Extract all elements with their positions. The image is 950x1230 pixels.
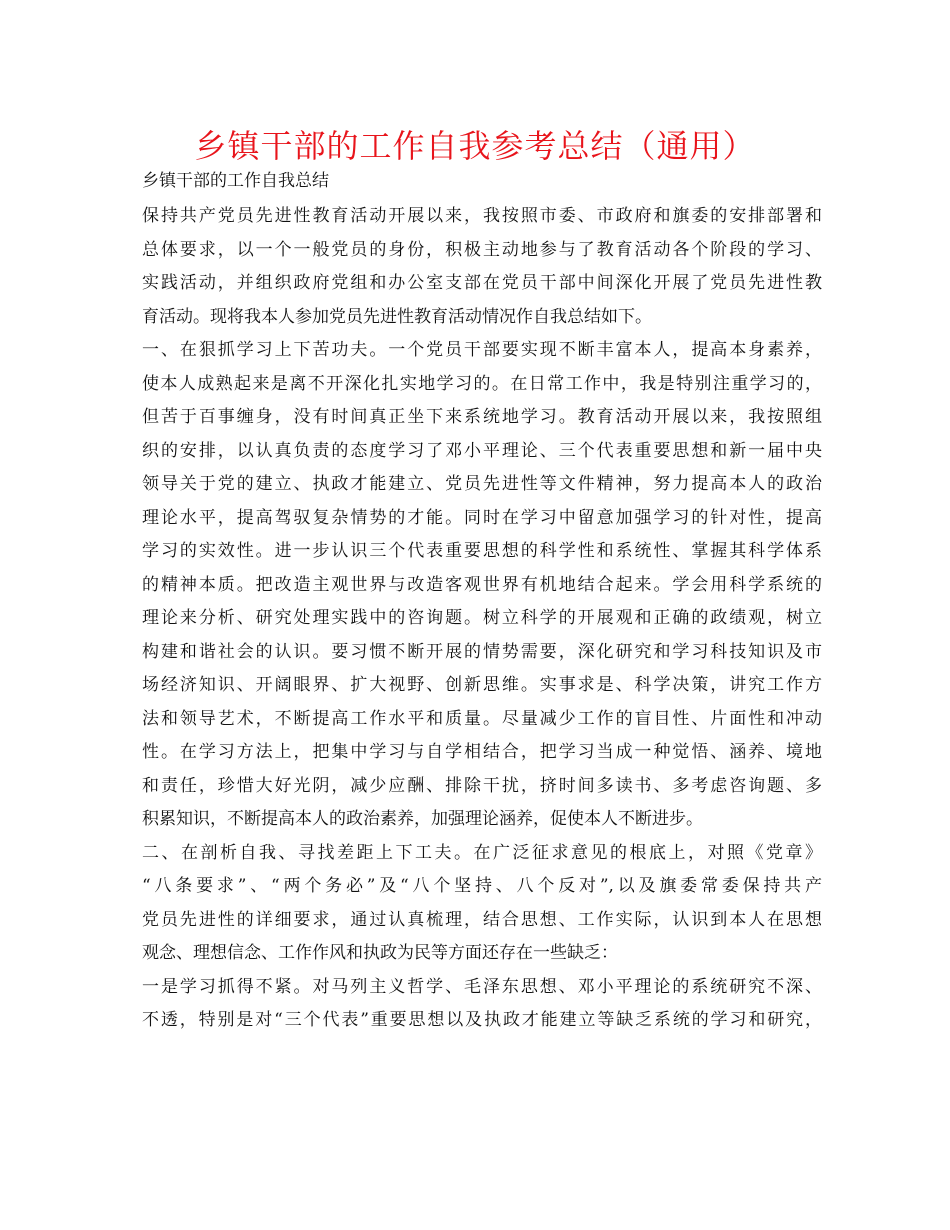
paragraph-line: 法和领导艺术，不断提高工作水平和质量。尽量减少工作的盲目性、片面性和冲动 — [142, 708, 822, 729]
paragraph-line: 学习的实效性。进一步认识三个代表重要思想的科学性和系统性、掌握其科学体系 — [142, 541, 822, 561]
paragraph-line: 织的安排，以认真负责的态度学习了邓小平理论、三个代表重要思想和新一届中央 — [142, 440, 822, 461]
paragraph-line: 不透，特别是对“三个代表”重要思想以及执政才能建立等缺乏系统的学习和研究， — [142, 1010, 822, 1030]
paragraph-line: 观念、理想信念、工作作风和执政为民等方面还存在一些缺乏： — [142, 943, 618, 963]
paragraph-line: 理论来分析、研究处理实践中的咨询题。树立科学的开展观和正确的政绩观，树立 — [142, 608, 822, 628]
paragraph-line: 总体要求，以一个一般党员的身份，积极主动地参与了教育活动各个阶段的学习、 — [142, 239, 822, 260]
paragraph-line: 党员先进性的详细要求，通过认真梳理，结合思想、工作实际，认识到本人在思想 — [142, 909, 822, 930]
paragraph-line: 积累知识，不断提高本人的政治素养，加强理论涵养，促使本人不断进步。 — [142, 809, 703, 829]
paragraph-line: 领导关于党的建立、执政才能建立、党员先进性等文件精神，努力提高本人的政治 — [142, 474, 822, 494]
paragraph-line: 使本人成熟起来是离不开深化扎实地学习的。在日常工作中，我是特别注重学习的， — [142, 373, 822, 394]
paragraph-line: 但苦于百事缠身，没有时间真正坐下来系统地学习。教育活动开展以来，我按照组 — [142, 407, 822, 427]
paragraph-line: 场经济知识、开阔眼界、扩大视野、创新思维。实事求是、科学决策，讲究工作方 — [142, 675, 822, 695]
paragraph-line: 育活动。现将我本人参加党员先进性教育活动情况作自我总结如下。 — [142, 306, 652, 327]
document-body — [142, 200, 822, 1038]
paragraph-line: 保持共产党员先进性教育活动开展以来，我按照市委、市政府和旗委的安排部署和 — [142, 206, 822, 226]
document-title: 乡镇干部的工作自我参考总结（通用） — [194, 127, 756, 165]
paragraph-line: 的精神本质。把改造主观世界与改造客观世界有机地结合起来。学会用科学系统的 — [142, 574, 822, 595]
paragraph-line: 一、在狠抓学习上下苦功夫。一个党员干部要实现不断丰富本人，提高本身素养， — [142, 340, 822, 360]
paragraph-line: 和责任，珍惜大好光阴，减少应酬、排除干扰，挤时间多读书、多考虑咨询题、多 — [142, 775, 822, 796]
paragraph-line: 二、在剖析自我、寻找差距上下工夫。在广泛征求意见的根底上，对照《党章》 — [142, 842, 822, 863]
paragraph-line: 实践活动，并组织政府党组和办公室支部在党员干部中间深化开展了党员先进性教 — [142, 273, 822, 293]
paragraph-line: 构建和谐社会的认识。要习惯不断开展的情势需要，深化研究和学习科技知识及市 — [142, 641, 822, 662]
paragraph-line: 理论水平，提高驾驭复杂情势的才能。同时在学习中留意加强学习的针对性，提高 — [142, 507, 822, 528]
paragraph-line: 一是学习抓得不紧。对马列主义哲学、毛泽东思想、邓小平理论的系统研究不深、 — [142, 976, 822, 997]
paragraph-line: 性。在学习方法上，把集中学习与自学相结合，把学习当成一种觉悟、涵养、境地 — [142, 742, 822, 762]
paragraph-line: “八条要求”、“两个务必”及“八个坚持、八个反对”,以及旗委常委保持共产 — [142, 876, 822, 896]
document-subtitle: 乡镇干部的工作自我总结 — [142, 171, 329, 191]
